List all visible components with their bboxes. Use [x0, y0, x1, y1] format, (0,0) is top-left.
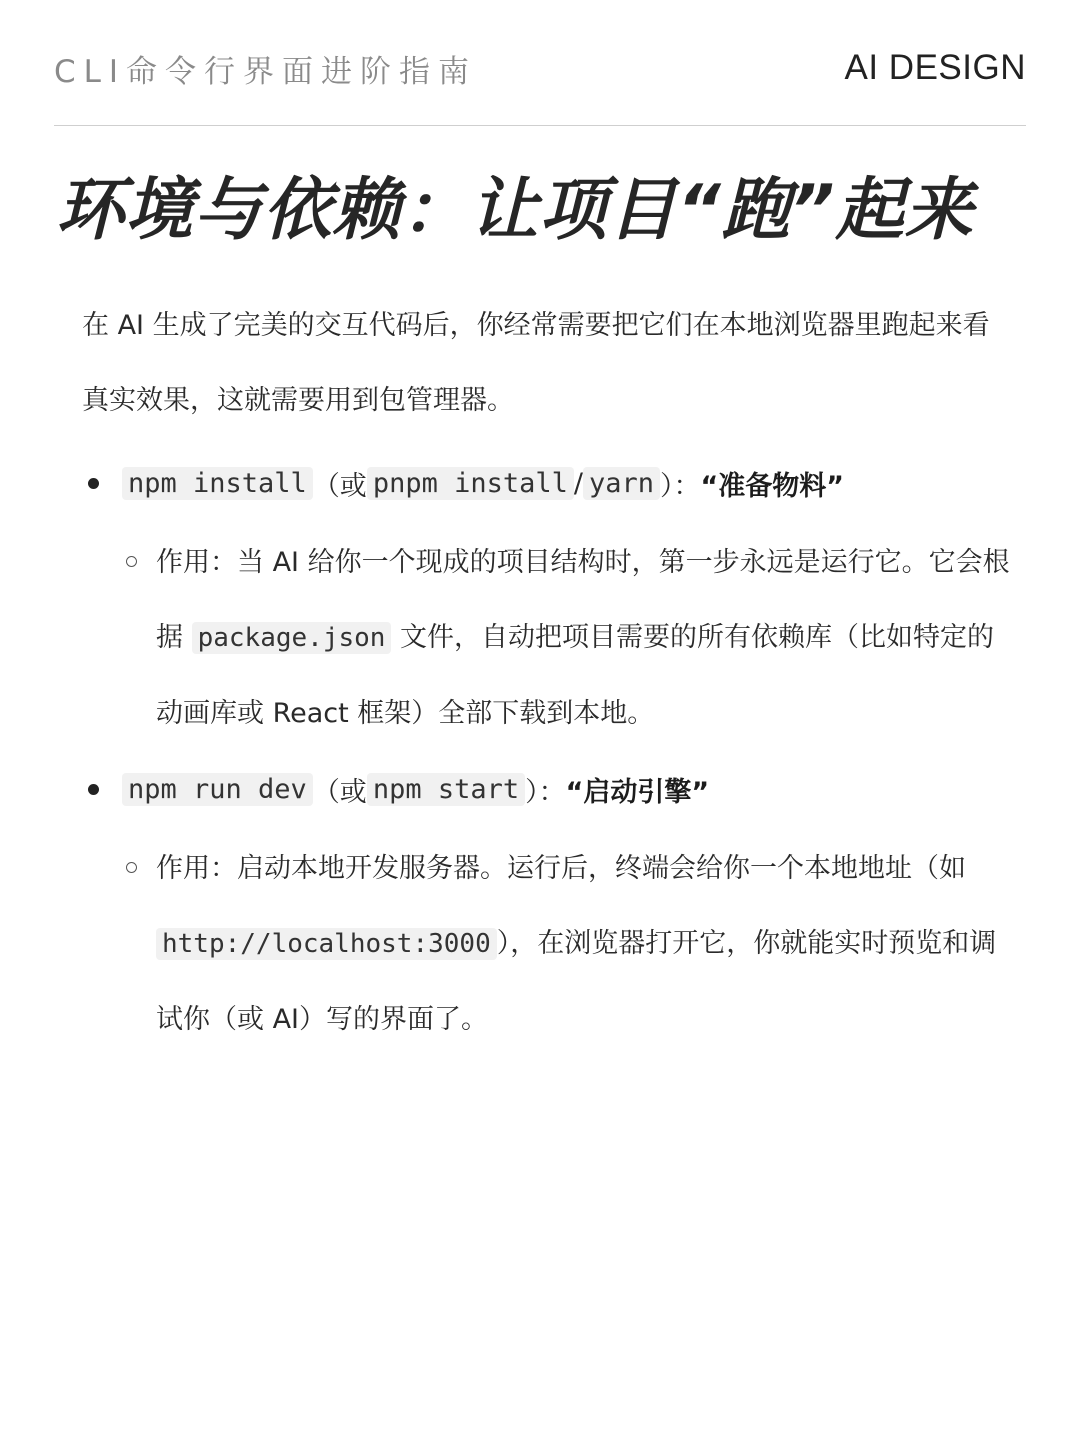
sub-item — [126, 525, 1016, 751]
brand-label: AI DESIGN — [844, 48, 1026, 87]
header-divider — [54, 125, 1026, 126]
desc-text-b: 文件，自动把项目需要的所有依赖库（比如特定的动画库或 React 框架）全部下载到本地。 — [156, 622, 995, 729]
bullet-dot-icon — [88, 478, 99, 489]
sub-item-text — [156, 831, 1016, 1057]
sub-item — [126, 831, 1016, 1057]
close-text: ）： — [525, 776, 566, 808]
alt-command-code: pnpm install — [367, 467, 574, 500]
close-text: ）： — [660, 470, 701, 502]
item-label: “准备物料” — [700, 470, 845, 502]
desc-text-b: ），在浏览器打开它，你就能实时预览和调试你（或 AI）写的界面了。 — [156, 928, 997, 1035]
command-code: npm install — [122, 467, 313, 500]
alt-open-text: （或 — [312, 776, 367, 808]
alt-open-text: （或 — [312, 470, 367, 502]
bullet-dot-icon — [88, 784, 99, 795]
list-item — [88, 759, 1028, 819]
circle-bullet-icon — [126, 862, 137, 873]
page-header — [54, 40, 1026, 96]
desc-code: http://localhost:3000 — [156, 928, 497, 960]
desc-text-a: 作用：启动本地开发服务器。运行后，终端会给你一个本地地址（如 — [156, 853, 966, 884]
item-label: “启动引擎” — [565, 776, 710, 808]
page-title: 环境与依赖：让项目“跑”起来 — [56, 171, 974, 250]
alt-command-code: yarn — [583, 467, 660, 500]
intro-paragraph: 在 AI 生成了完美的交互代码后，你经常需要把它们在本地浏览器里跑起来看真实效果，这就需要用到包管理器。 — [82, 310, 990, 416]
desc-text-a: 作用：当 AI 给你一个现成的项目结构时，第一步永远是运行它。它会根据 — [156, 547, 1010, 653]
desc-code: package.json — [192, 622, 392, 654]
list-item — [88, 453, 1028, 513]
alt-command-code: npm start — [367, 773, 525, 806]
series-title: CLI命令行界面进阶指南 — [54, 53, 478, 90]
command-code: npm run dev — [122, 773, 313, 806]
circle-bullet-icon — [126, 556, 137, 567]
separator-text: / — [573, 467, 583, 499]
sub-item-text — [156, 525, 1016, 751]
